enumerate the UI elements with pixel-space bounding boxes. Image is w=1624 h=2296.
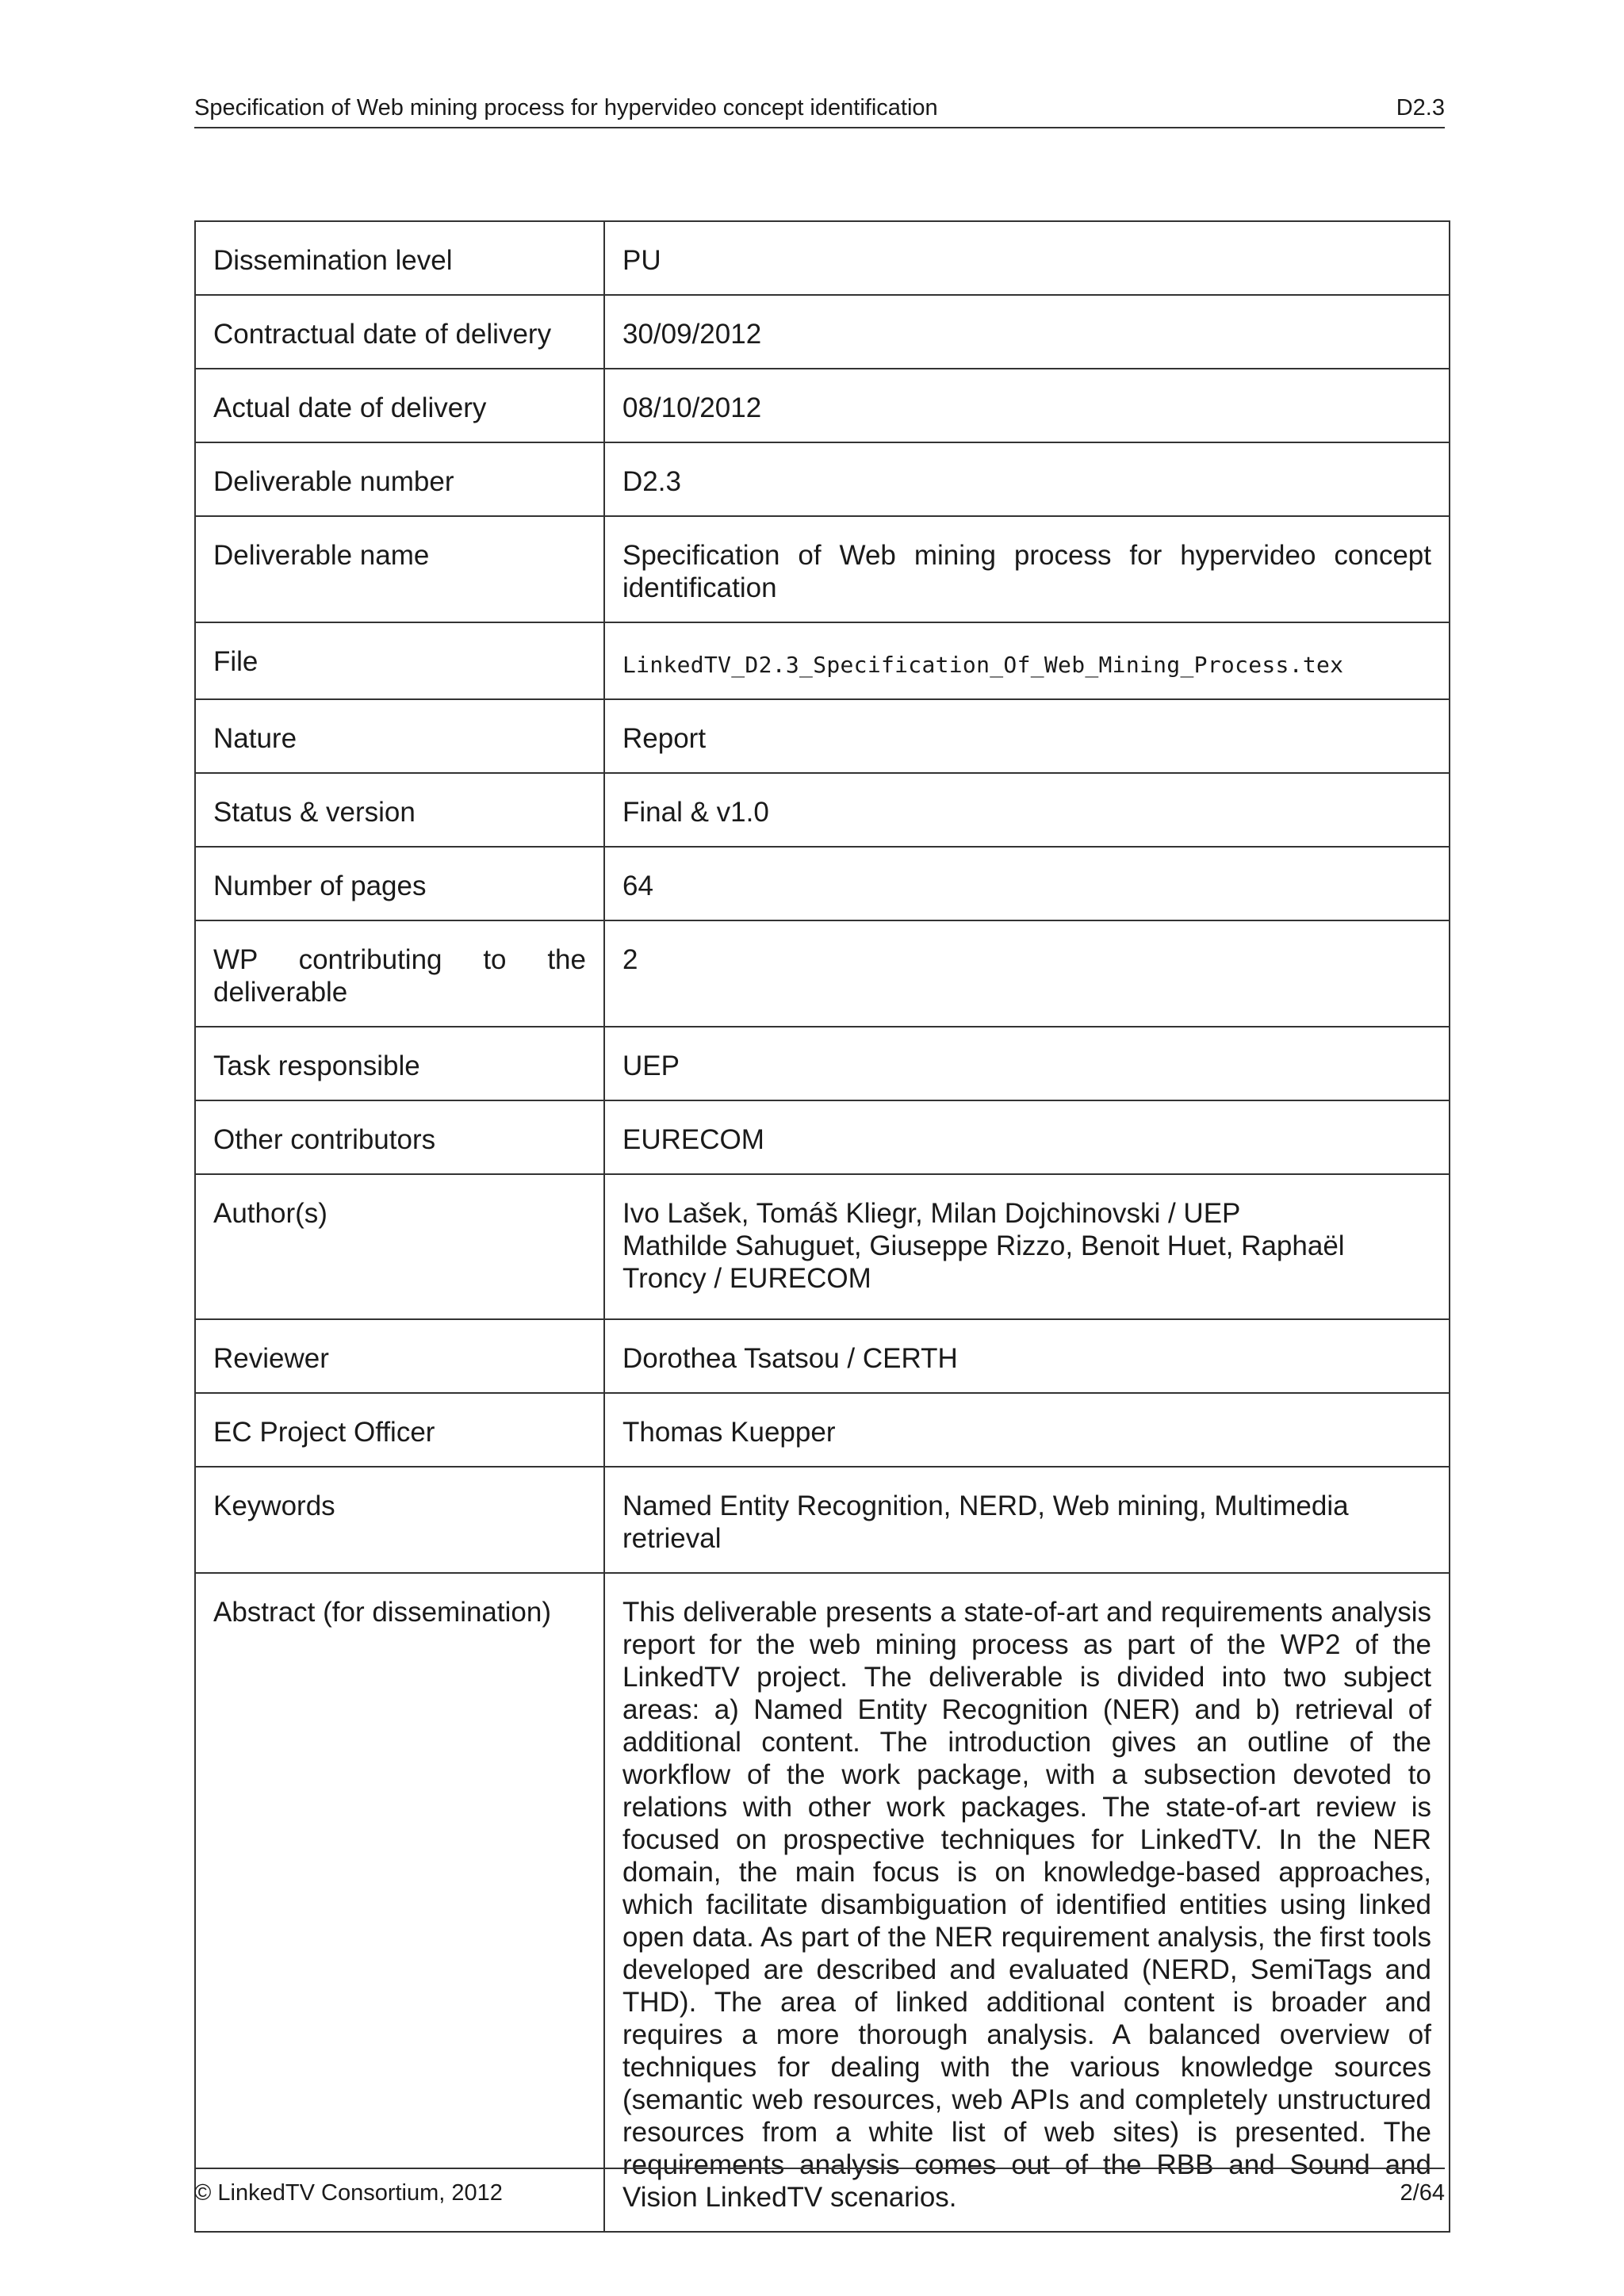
- header-deliverable: D2.3: [1396, 95, 1445, 121]
- row-value: Specification of Web mining process for hypervideo concept identification: [604, 516, 1450, 622]
- footer-copyright: © LinkedTV Consortium, 2012: [194, 2180, 503, 2206]
- row-value: 30/09/2012: [604, 295, 1450, 369]
- row-value: Named Entity Recognition, NERD, Web mining, Multimedia retrieval: [604, 1467, 1450, 1573]
- table-row: [195, 622, 1450, 699]
- row-value: D2.3: [604, 442, 1450, 516]
- row-value: Final & v1.0: [604, 773, 1450, 847]
- page-footer: [194, 2168, 1445, 2217]
- table-row: [195, 516, 1450, 622]
- row-label: Nature: [195, 699, 604, 773]
- row-label: File: [195, 622, 604, 699]
- page-number: 2/64: [1400, 2180, 1445, 2206]
- row-label: EC Project Officer: [195, 1393, 604, 1467]
- row-value: LinkedTV_D2.3_Specification_Of_Web_Mining_Process.tex: [604, 622, 1450, 699]
- row-label: Task responsible: [195, 1027, 604, 1100]
- page-header: [194, 89, 1445, 128]
- table-row: [195, 1100, 1450, 1174]
- table-row: [195, 773, 1450, 847]
- row-label: Status & version: [195, 773, 604, 847]
- row-value: EURECOM: [604, 1100, 1450, 1174]
- table-row: [195, 1319, 1450, 1393]
- table-row: [195, 1027, 1450, 1100]
- row-value: PU: [604, 221, 1450, 295]
- authors-line-eurecom: Mathilde Sahuguet, Giuseppe Rizzo, Benoit Huet, Raphaël Troncy / EURECOM: [622, 1230, 1345, 1294]
- row-value: 64: [604, 847, 1450, 920]
- row-value: UEP: [604, 1027, 1450, 1100]
- deliverable-info-table: [194, 220, 1450, 2233]
- abstract-text: This deliverable presents a state-of-art and requirements analysis report for the web mining process as part of the WP2 of the LinkedTV project. The deliverable is divided into two subject areas: a) Named Entity Recognition (NER) and b) retrieval of additional content. The introduction gives an outline of the workflow of the work package, with a subsection devoted to relations with other work packages. The state-of-art review is focused on prospective techniques for LinkedTV. In the NER domain, the main focus is on knowledge-based approaches, which facilitate disambiguation of identified entities using linked open data. As part of the NER requirement analysis, the first tools developed are described and evaluated (NERD, SemiTags and THD). The area of linked additional content is broader and requires a more thorough analysis. A balanced overview of techniques for dealing with the various knowledge sources (semantic web resources, web APIs and completely unstructured resources from a white list of web sites) is presented. The requirements analysis comes out of the RBB and Sound and Vision LinkedTV scenarios.: [604, 1573, 1450, 2232]
- row-value: 2: [604, 920, 1450, 1027]
- table-row: [195, 847, 1450, 920]
- table-row: [195, 1174, 1450, 1319]
- row-label: WP contributing to the deliverable: [195, 920, 604, 1027]
- authors-line-uep: Ivo Lašek, Tomáš Kliegr, Milan Dojchinovski / UEP: [622, 1198, 1241, 1229]
- table-row: [195, 1467, 1450, 1573]
- row-label: Abstract (for dissemination): [195, 1573, 604, 2232]
- row-label: Number of pages: [195, 847, 604, 920]
- row-label: Deliverable number: [195, 442, 604, 516]
- table-row: [195, 1393, 1450, 1467]
- header-title: Specification of Web mining process for hypervideo concept identification: [194, 95, 938, 121]
- row-label: Deliverable name: [195, 516, 604, 622]
- row-value: Report: [604, 699, 1450, 773]
- row-label: Author(s): [195, 1174, 604, 1319]
- row-value: 08/10/2012: [604, 369, 1450, 442]
- row-value: Thomas Kuepper: [604, 1393, 1450, 1467]
- row-label: Actual date of delivery: [195, 369, 604, 442]
- row-label: Other contributors: [195, 1100, 604, 1174]
- row-label: Keywords: [195, 1467, 604, 1573]
- table-row: [195, 1573, 1450, 2232]
- row-label: Contractual date of delivery: [195, 295, 604, 369]
- row-label: Reviewer: [195, 1319, 604, 1393]
- table-row: [195, 920, 1450, 1027]
- row-value: [604, 1174, 1450, 1319]
- row-label: Dissemination level: [195, 221, 604, 295]
- table-row: [195, 442, 1450, 516]
- table-row: [195, 699, 1450, 773]
- row-value: Dorothea Tsatsou / CERTH: [604, 1319, 1450, 1393]
- table-row: [195, 221, 1450, 295]
- table-row: [195, 369, 1450, 442]
- table-row: [195, 295, 1450, 369]
